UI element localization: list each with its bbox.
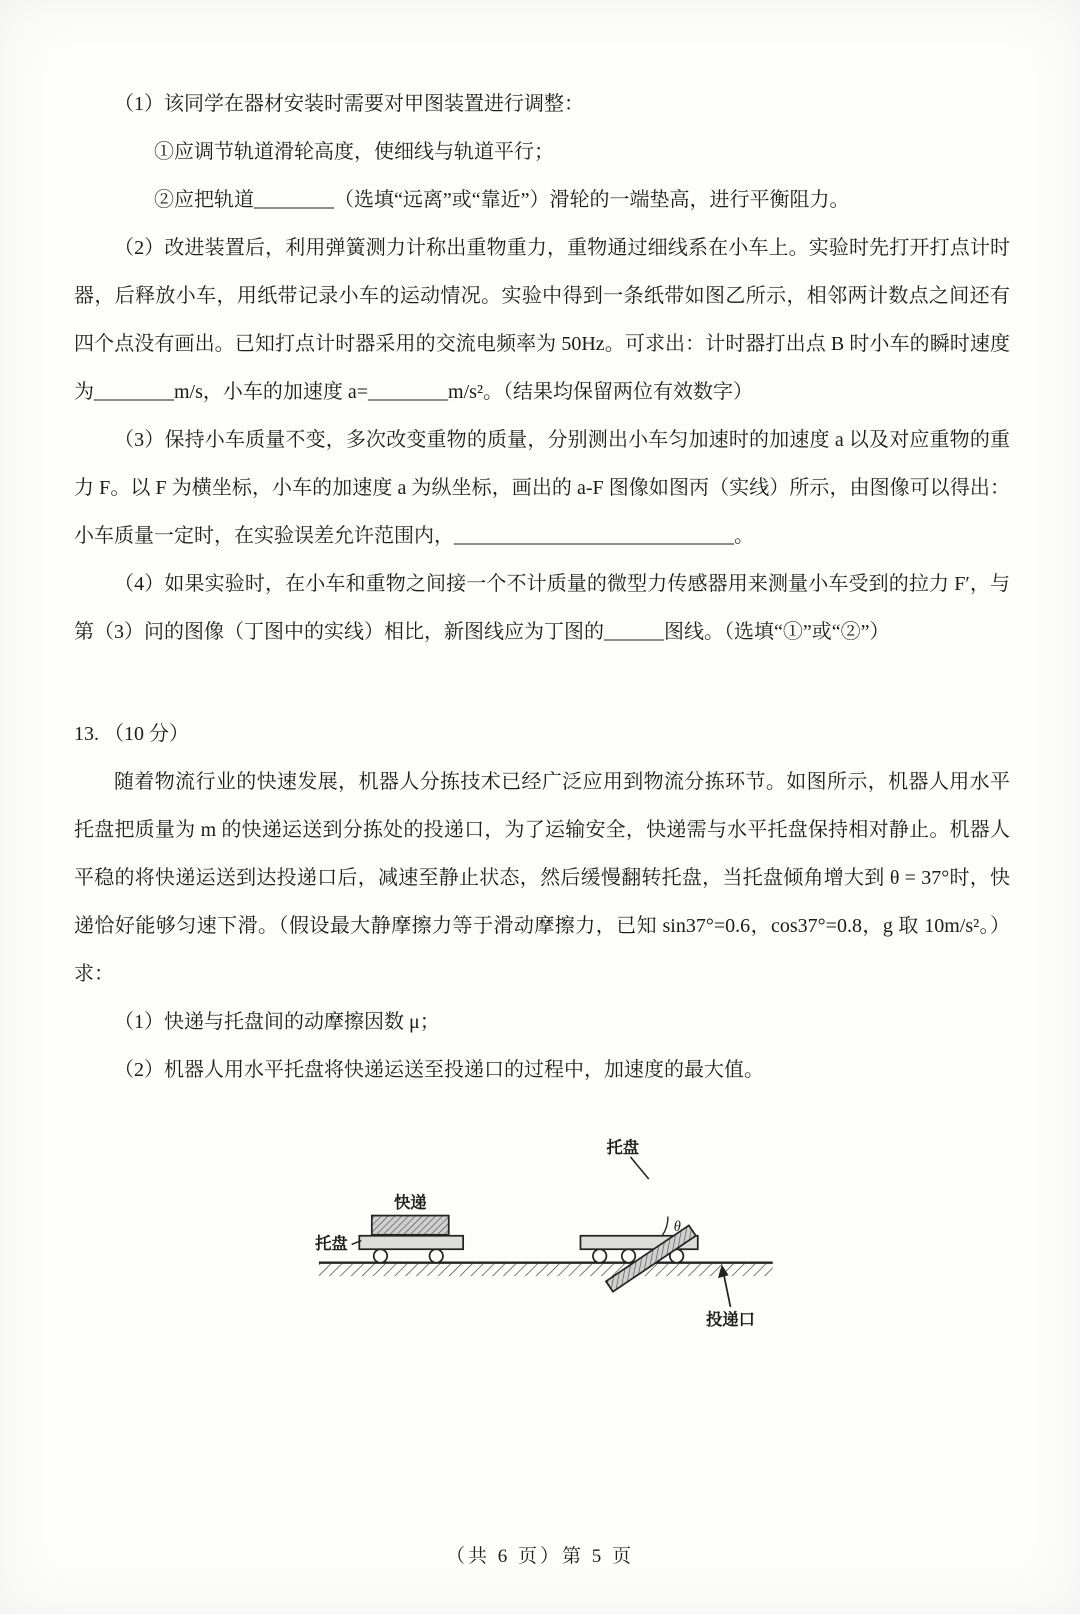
q12-part1-item2: ②应把轨道________（选填“远离”或“靠近”）滑轮的一端垫高，进行平衡阻力。 [154, 189, 850, 211]
exam-figure [74, 1128, 1010, 1332]
q13-sub2: （2）机器人用水平托盘将快递运送至投递口的过程中，加速度的最大值。 [114, 1059, 764, 1081]
left-tray [359, 1236, 463, 1249]
q12-part4: （4）如果实验时，在小车和重物之间接一个不计质量的微型力传感器用来测量小车受到的拉力 F′，与第（3）问的图像（丁图中的实线）相比，新图线应为丁图的______图线。（选填“①”或“②”） [74, 573, 1010, 643]
right-wheel-2 [622, 1249, 635, 1262]
right-tray-pointer [630, 1157, 648, 1179]
ground-hatch [319, 1264, 773, 1277]
right-tray-label: 托盘 [606, 1139, 640, 1158]
right-wheel-1 [593, 1249, 606, 1262]
physics-diagram [292, 1128, 792, 1332]
question-13 [74, 710, 1010, 1094]
q13-number: 13. （10 分） [74, 723, 189, 745]
outlet-arrow-shaft [724, 1274, 731, 1307]
page-footer: （共 6 页）第 5 页 [445, 1546, 634, 1567]
q13-body: 随着物流行业的快速发展，机器人分拣技术已经广泛应用到物流分拣环节。如图所示，机器人用水平托盘把质量为 m 的快递运送到分拣处的投递口，为了运输安全，快递需与水平托盘保持相对静止。机器人平稳的将快递运送到达投递口后，减速至静止状态，然后缓慢翻转托盘，当托盘倾角增大到 θ = 37°时，快递恰好能够匀速下滑。（假设最大静摩擦力等于滑动摩擦力，已知 sin37°=0.6，cos37°=0.8，g 取 10m/s²。）求： [74, 771, 1010, 985]
q12-part2: （2）改进装置后，利用弹簧测力计称出重物重力，重物通过细线系在小车上。实验时先打开打点计时器，后释放小车，用纸带记录小车的运动情况。实验中得到一条纸带如图乙所示，相邻两计数点之间还有四个点没有画出。已知打点计时器采用的交流电频率为 50Hz。可求出：计时器打出点 B 时小车的瞬时速度为________m/s，小车的加速度 a=________m/s²。（结果均保留两位有效数字） [74, 237, 1010, 403]
left-cart [315, 1193, 463, 1263]
outlet-label: 投递口 [705, 1311, 755, 1330]
package-box [372, 1216, 449, 1235]
theta-label: θ [673, 1218, 681, 1235]
q12-part1-item1: ①应调节轨道滑轮高度，使细线与轨道平行； [154, 141, 554, 163]
left-wheel-1 [374, 1249, 387, 1262]
angle-arc [662, 1217, 668, 1236]
q12-part3: （3）保持小车质量不变，多次改变重物的质量，分别测出小车匀加速时的加速度 a 以及对应重物的重力 F。以 F 为横坐标，小车的加速度 a 为纵坐标，画出的 a-F 图像如图丙（实线）所示，由图像可以得出：小车质量一定时，在实验误差允许范围内，____________________________。 [74, 429, 1010, 547]
q12-part1-intro: （1）该同学在器材安装时需要对甲图装置进行调整： [114, 93, 584, 115]
q13-sub1: （1）快递与托盘间的动摩擦因数 μ； [114, 1011, 440, 1033]
question-12 [74, 80, 1010, 656]
left-tray-label: 托盘 [315, 1235, 348, 1254]
package-label: 快递 [393, 1193, 427, 1212]
left-wheel-2 [430, 1249, 443, 1262]
